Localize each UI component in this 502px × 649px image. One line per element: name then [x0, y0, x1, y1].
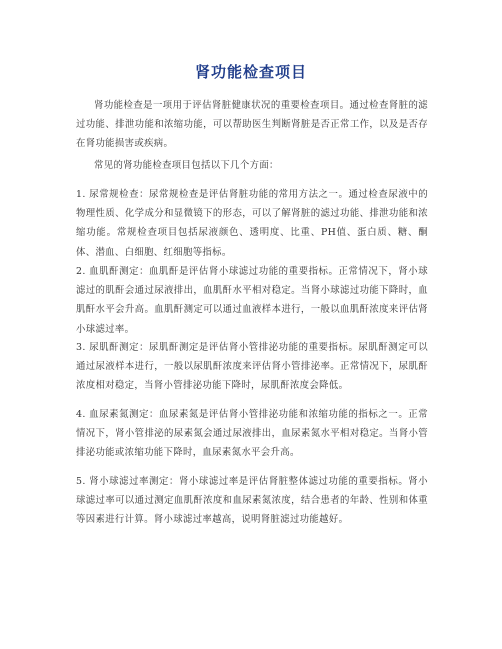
item-serum-creatinine-paragraph: 2. 血肌酐测定：血肌酐是评估肾小球滤过功能的重要指标。正常情况下，肾小球滤过的肌酐会通过尿液排出，血肌酐水平相对稳定。当肾小球滤过功能下降时，血肌酐水平会升高。血肌酐测定可以通过血液样本进行，一般以血肌酐浓度来评估肾小球滤过率。 [76, 266, 428, 335]
item-bun-paragraph: 4. 血尿素氮测定：血尿素氮是评估肾小管排泌功能和浓缩功能的指标之一。正常情况下，肾小管排泌的尿素氮会通过尿液排出，血尿素氮水平相对稳定。当肾小管排泌功能或浓缩功能下降时，血尿素氮水平会升高。 [76, 409, 428, 459]
item-gfr-paragraph: 5. 肾小球滤过率测定：肾小球滤过率是评估肾脏整体滤过功能的重要指标。肾小球滤过率可以通过测定血肌酐浓度和血尿素氮浓度，结合患者的年龄、性别和体重等因素进行计算。肾小球滤过率越高，说明肾脏滤过功能越好。 [76, 476, 428, 526]
intro-paragraph: 肾功能检查是一项用于评估肾脏健康状况的重要检查项目。通过检查肾脏的滤过功能、排泄功能和浓缩功能，可以帮助医生判断肾脏是否正常工作，以及是否存在肾功能损害或疾病。 [76, 100, 428, 150]
document-title: 肾功能检查项目 [194, 63, 307, 81]
list-intro-paragraph: 常见的肾功能检查项目包括以下几个方面： [94, 160, 279, 171]
item-urine-creatinine-paragraph: 3. 尿肌酐测定：尿肌酐测定是评估肾小管排泌功能的重要指标。尿肌酐测定可以通过尿液样本进行，一般以尿肌酐浓度来评估肾小管排泌率。正常情况下，尿肌酐浓度相对稳定，当肾小管排泌功能下降时，尿肌酐浓度会降低。 [76, 342, 428, 392]
item-urinalysis-paragraph: 1. 尿常规检查：尿常规检查是评估肾脏功能的常用方法之一。通过检查尿液中的物理性质、化学成分和显微镜下的形态，可以了解肾脏的滤过功能、排泄功能和浓缩功能。常规检查项目包括尿液颜色、透明度、比重、PH值、蛋白质、糖、酮体、潜血、白细胞、红细胞等指标。 [76, 189, 428, 258]
